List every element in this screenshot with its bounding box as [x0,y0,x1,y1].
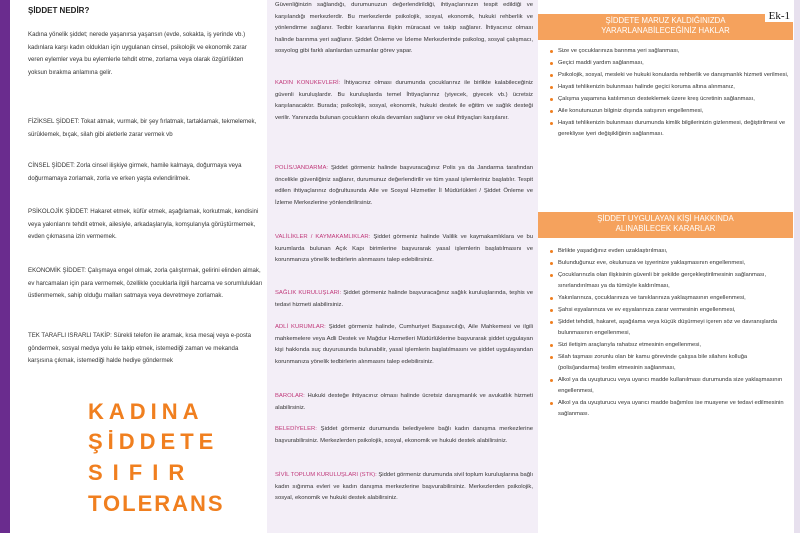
type-physical: FİZİKSEL ŞİDDET: Tokat atmak, vurmak, bir şey fırlatmak, tartaklamak, tekmelemek, sürüklemek, bıçak, silah gibi aletlerle zarar vermek vb [28,118,257,138]
slogan-line-1: KADINA [88,399,204,424]
type-economic: EKONOMİK ŞİDDET: Çalışmaya engel olmak, zorla çalıştırmak, gelirini elinden almak, ev harcamaları için para vermemek, özellikle çocuklarla ilgili harcama ve sorumlulukları üstlenmemek, sahip olduğu malları satmaya veya devretmeye zorlamak. [28,267,263,300]
rights-list [548,46,790,141]
institution-label: BELEDİYELER: [275,426,317,432]
list-item: Alkol ya da uyuşturucu veya uyarıcı madde kullanılması durumunda size yaklaşmasının engellenmesi, [548,375,790,397]
list-item: Geçici maddi yardım sağlanması, [548,58,790,69]
violence-definition-heading: ŞİDDET NEDİR? [28,6,90,15]
slogan-line-3: SIFIR [88,460,195,485]
institution-text: Şiddet görmeniz halinde başvuracağınız Polis ya da Jandarma tarafından öncelikle güvenliğiniz sağlanır, durumunuz değerlendirilir ve tüm yasal işlemleriniz başlatılır. Tespit edilen ihtiyaçlarınız doğrultusunda Aile ve Sosyal Hizmetler İl Müdürlükleri / Şiddet Önleme ve İzleme Merkezlerine yönlendirilirsiniz. [275,165,533,206]
list-item: Yakınlarınıza, çocuklarınıza ve tanıklarınıza yaklaşmasının engellenmesi, [548,293,790,304]
institution-label: SİVİL TOPLUM KURULUŞLARI (STK): [275,472,377,478]
type-sexual: CİNSEL ŞİDDET: Zorla cinsel ilişkiye girmek, hamile kalmaya, doğurmaya veya doğurmamaya zorlamak, zorla ve erken yaşta evlendirilmek. [28,162,242,182]
list-item: Şahsi eşyalarınıza ve ev eşyalarınıza zarar vermesinin engellenmesi, [548,305,790,316]
rights-heading [538,14,793,40]
institution-governorships [275,232,533,267]
decisions-heading-line-1: ŞİDDET UYGULAYAN KİŞİ HAKKINDA [597,214,734,223]
list-item: Hayati tehlikenizin bulunması halinde geçici koruma altına alınmanız, [548,82,790,93]
type-psychological: PSİKOLOJİK ŞİDDET: Hakaret etmek, küfür etmek, aşağılamak, korkutmak, kendisini veya yakınlarını tehdit etmek, ailesiyle, arkadaşlarıyla, komşularıyla görüştürmemek, evden çıkmasına izin vermemek. [28,208,259,241]
decisions-heading [538,212,793,238]
list-item: Birlikte yaşadığınız evden uzaklaştırılması, [548,246,790,257]
institution-health [275,288,533,311]
institution-municipalities [275,424,533,447]
institution-police [275,163,533,209]
list-item: Sizi iletişim araçlarıyla rahatsız etmesinin engellenmesi, [548,340,790,351]
institution-label: ADLİ KURUMLAR: [275,324,326,330]
list-item: Çalışma yaşamına katılımınızı desteklemek üzere kreş ücretinin sağlanması, [548,94,790,105]
institution-label: VALİLİKLER / KAYMAKAMLIKLAR: [275,234,371,240]
slogan-line-4: TOLERANS [88,491,225,516]
type-stalking: TEK TARAFLI ISRARLI TAKİP: Sürekli telefon ile aramak, kısa mesaj veya e-posta göndermek, sosyal medya yolu ile takip etmek, istemediği zaman ve mekanda karşısına çıkmak, istemediği halde hediye göndermek [28,332,252,365]
violence-definition-text: Kadına yönelik şiddet; nerede yaşanırsa yaşansın (evde, sokakta, iş yerinde vb.) kadınlara karşı kadın oldukları için uygulanan cinsel, psikolojik ve ekonomik zarar veren eylemler veya bu eylemlerle tehdit etme, zorlama veya olarak özgürlükten yoksun bırakma anlamına gelir. [28,31,247,76]
slogan-line-2: ŞİDDETE [88,429,219,454]
list-item: Size ve çocuklarınıza barınma yeri sağlanması, [548,46,790,57]
institution-text: Hukuki desteğe ihtiyacınız olması halinde ücretsiz danışmanlık ve avukatlık hizmeti alabilirsiniz. [275,393,533,411]
institution-text: Şiddet görmeniz durumunda belediyelere bağlı kadın danışma merkezlerine başvurabilirsiniz. Merkezlerden psikolojik, sosyal, ekonomik ve hukuki destek alabilirsiniz. [275,426,533,444]
institution-label: KADIN KONUKEVLERİ: [275,80,341,86]
list-item: Hayati tehlikenizin bulunması durumunda kimlik bilgilerinizin gizlenmesi, değiştirilmesi ve gerekliyse iyeri değişikliğinin sağlanması. [548,118,790,140]
list-item: Bulunduğunuz eve, okulunuza ve işyerinize yaklaşmasının engellenmesi, [548,258,790,269]
institution-text: Şiddet görmeniz halinde, Cumhuriyet Başsavcılığı, Aile Mahkemesi ve ilgili mahkemelere veya Adli Destek ve Mağdur Hizmetleri Müdürlüklerine başvurarak şiddet uygulayan kişi hakkında suç duyurusunda bulunabilir, yasal işlemlerin başlatılmasını ve şiddet uygulayandan korunmanıza yönelik tedbirlerin alınmasını talep edebilirsiniz. [275,324,533,365]
institution-shelters [275,78,533,124]
annex-tag: Ek-1 [765,10,794,22]
list-item: Silah taşması zorunlu olan bir kamu görevinde çalışsa bile silahını kolluğa (polis/jandarma) teslim etmesinin sağlanması, [548,352,790,374]
institution-text: Şiddet görmeniz halinde başvuracağınız sağlık kuruluşlarında, teşhis ve tedavi hizmeti alabilirsiniz. [275,290,533,308]
list-item: Şiddet tehdidi, hakaret, aşağılama veya küçük düşürmeyi içeren söz ve davranışlarda bulunmasının engellenmesi, [548,317,790,339]
centers-intro-text: Güvenliğinizin sağlandığı, durumunuzun değerlendirildiği, ihtiyaçlarınızın tespit edildiği ve karşılandığı merkezlerdir. Bu merkezlerde psikolojik, sosyal, ekonomik, hukuki rehberlik ve yönlendirme sağlanır. Tedbir kararlarına ilişkin müracaat ve takip sağlanır. İhtiyacınız olması halinde barınma yeri sağlanır. Şiddet Önleme ve İzleme Merkezlerinde psikolog, sosyal çalışmacı, sosyolog gibi farklı alanlardan uzmanlar görev yapar. [275,2,533,55]
list-item: Psikolojik, sosyal, mesleki ve hukuki konularda rehberlik ve danışmanlık hizmeti verilmesi, [548,70,790,81]
institution-bar [275,391,533,414]
institution-text: İhtiyacınız olması durumunda çocuklarınız ile birlikte kalabileceğiniz güvenli kuruluşlardır. Bu kuruluşlarda temel İhtiyaçlarınız (yiyecek, giyecek vb.) ücretsiz karşılanacaktır. Burada; psikolojik, sosyal, ekonomik, hukuki destek ile eğitim ve sağlık desteği verilir. Yanınızda bulunan çocukların okula devamları sağlanır ve okul ihtiyaçları karşılanır. [275,80,533,121]
rights-heading-line-1: ŞİDDETE MARUZ KALDIĞINIZDA [605,16,726,25]
list-item: Çocuklarınızla olan ilişkisinin güvenli bir şekilde gerçekleştirilmesinin sağlanması, sınırlandırılması ya da tümüyle kaldırılması, [548,270,790,292]
institution-label: POLİS/JANDARMA: [275,165,329,171]
institution-text: Şiddet görmeniz durumunda sivil toplum kuruluşlarına bağlı kadın sığınma evleri ve kadın danışma merkezlerine başvurabilirsiniz. Merkezlerden psikolojik, sosyal, ekonomik ve hukuki destek alabilirsiniz. [275,472,533,502]
list-item: Aile konutunuzun bilginiz dışında satışının engellenmesi, [548,106,790,117]
rights-heading-line-2: YARARLANABİLECEĞİNİZ HAKLAR [601,26,730,35]
institution-ngo [275,470,533,505]
decisions-list [548,246,790,421]
institution-label: SAĞLIK KURULUŞLARI: [275,290,342,296]
institution-text: Şiddet görmeniz halinde Valilik ve kaymakamlıklara ve bu kurumlarda bulunan Açık Kapı birimlerine başvurarak yasal işlemlerin başlatılmasını ve korunmanıza yönelik tedbirlerin alınmasını talep edebilirsiniz. [275,234,533,264]
purple-edge-strip [0,0,10,533]
list-item: Alkol ya da uyuşturucu veya uyarıcı madde bağımlısı ise muayene ve tedavi edilmesinin sağlanması. [548,398,790,420]
right-edge-strip [794,0,800,533]
institution-label: BAROLAR: [275,393,305,399]
decisions-heading-line-2: ALINABİLECEK KARARLAR [615,224,716,233]
institution-judicial [275,322,533,368]
